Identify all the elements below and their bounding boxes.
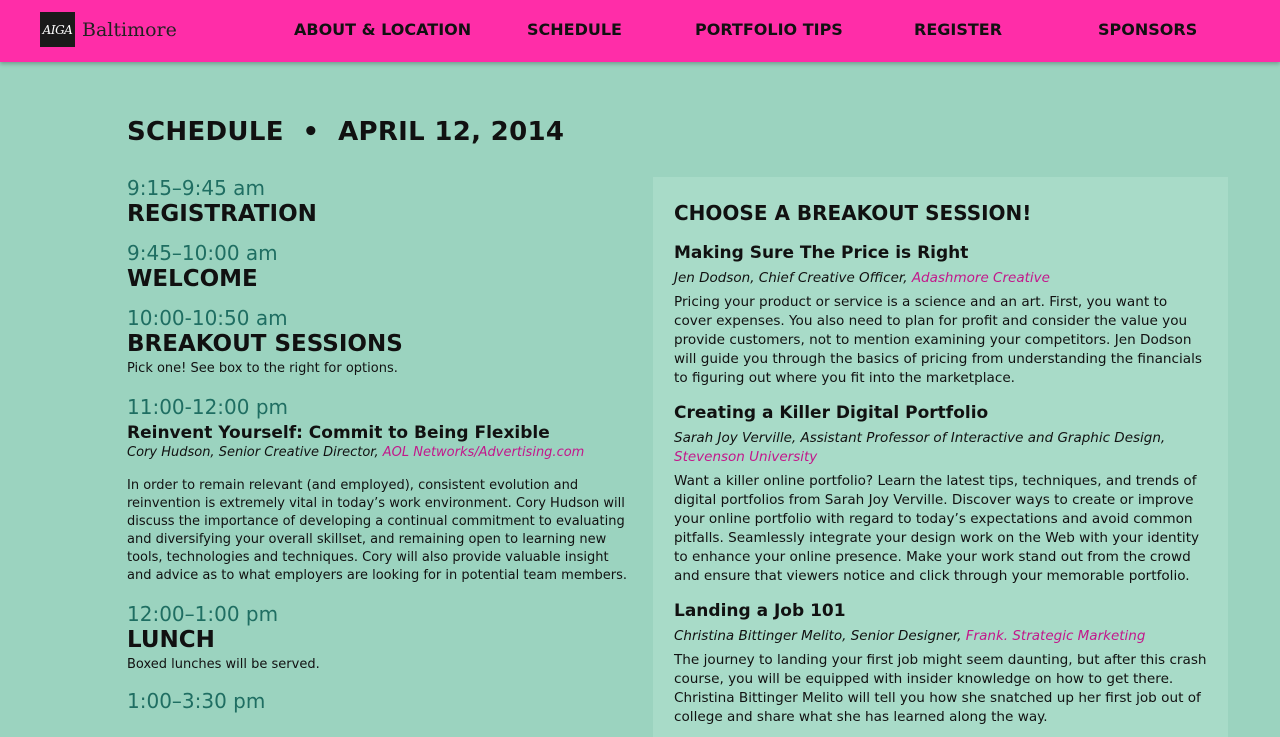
schedule-time: 10:00-10:50 am	[127, 306, 288, 330]
speaker-name: Sarah Joy Verville, Assistant Professor of Interactive and Graphic Design,	[674, 430, 1166, 446]
schedule-list	[127, 176, 632, 713]
breakout-heading: CHOOSE A BREAKOUT SESSION!	[674, 201, 1032, 225]
schedule-title: LUNCH	[127, 627, 215, 653]
talk-title: Reinvent Yourself: Commit to Being Flexible	[127, 423, 550, 443]
company-link[interactable]: Stevenson University	[674, 449, 818, 465]
talk-description: In order to remain relevant (and employed), consistent evolution and reinvention is extremely vital in today’s work environment. Cory Hudson will discuss the importance of developing a continual commitment to evaluating and diversifying your overall skillset, and remaining open to learning new tools, technologies and techniques. Cory will also provide valuable insight and advice as to what employers are looking for in potential team members.	[127, 478, 628, 583]
aiga-logo-mark: AIGA	[40, 12, 75, 47]
schedule-title: WELCOME	[127, 266, 258, 292]
session-title: Creating a Killer Digital Portfolio	[674, 403, 989, 423]
breakout-session	[674, 242, 1207, 388]
speaker-name: Jen Dodson, Chief Creative Officer,	[674, 270, 912, 286]
nav-register[interactable]: REGISTER	[914, 20, 1003, 39]
session-description: The journey to landing your first job might seem daunting, but after this crash course, you will be equipped with insider knowledge on how to get there. Christina Bittinger Melito will tell you how she snatched up her first job out of college and share what she has learned along the way.	[674, 652, 1207, 725]
schedule-item	[127, 602, 632, 674]
schedule-item	[127, 176, 632, 228]
nav-about-location[interactable]: ABOUT & LOCATION	[294, 20, 472, 39]
schedule-time: 9:15–9:45 am	[127, 176, 265, 200]
speaker-byline	[674, 429, 1207, 467]
aiga-logo[interactable]	[40, 12, 177, 47]
speaker-name: Cory Hudson, Senior Creative Director,	[127, 445, 383, 460]
aiga-logo-city: Baltimore	[82, 18, 177, 41]
schedule-time: 1:00–3:30 pm	[127, 689, 266, 713]
schedule-title: BREAKOUT SESSIONS	[127, 331, 403, 357]
page-title: SCHEDULE • APRIL 12, 2014	[127, 117, 565, 147]
speaker-byline	[674, 269, 1207, 288]
company-link[interactable]: Adashmore Creative	[911, 270, 1050, 286]
session-description: Pricing your product or service is a science and an art. First, you want to cover expenses. You also need to plan for profit and consider the value you provide customers, not to mention examining your competitors. Jen Dodson will guide you through the basics of pricing from understanding the financials to figuring out where you fit into the marketplace.	[674, 294, 1202, 386]
schedule-item	[127, 689, 632, 713]
schedule-note: Pick one! See box to the right for options.	[127, 361, 398, 376]
speaker-byline	[127, 444, 632, 461]
nav-portfolio-tips[interactable]: PORTFOLIO TIPS	[695, 20, 843, 39]
session-title: Making Sure The Price is Right	[674, 243, 969, 263]
breakout-session	[674, 600, 1207, 727]
schedule-time: 9:45–10:00 am	[127, 241, 278, 265]
company-link[interactable]: AOL Networks/Advertising.com	[382, 445, 585, 460]
schedule-item	[127, 306, 632, 378]
breakout-box	[653, 177, 1228, 737]
session-description: Want a killer online portfolio? Learn the latest tips, techniques, and trends of digital portfolios from Sarah Joy Verville. Discover ways to create or improve your online portfolio with regard to today’s expectations and avoid common pitfalls. Seamlessly integrate your design work on the Web with your identity to enhance your online presence. Make your work stand out from the crowd and ensure that viewers notice and click through your memorable portfolio.	[674, 473, 1200, 584]
company-link[interactable]: Frank. Strategic Marketing	[965, 628, 1146, 644]
speaker-name: Christina Bittinger Melito, Senior Designer,	[674, 628, 966, 644]
speaker-byline	[674, 627, 1207, 646]
top-nav	[0, 0, 1280, 62]
schedule-time: 11:00-12:00 pm	[127, 395, 289, 419]
schedule-item	[127, 241, 632, 293]
nav-sponsors[interactable]: SPONSORS	[1098, 20, 1198, 39]
nav-schedule[interactable]: SCHEDULE	[527, 20, 622, 39]
schedule-time: 12:00–1:00 pm	[127, 602, 279, 626]
schedule-note: Boxed lunches will be served.	[127, 657, 320, 672]
schedule-item	[127, 395, 632, 585]
schedule-title: REGISTRATION	[127, 201, 317, 227]
session-title: Landing a Job 101	[674, 601, 846, 621]
breakout-session	[674, 402, 1207, 586]
